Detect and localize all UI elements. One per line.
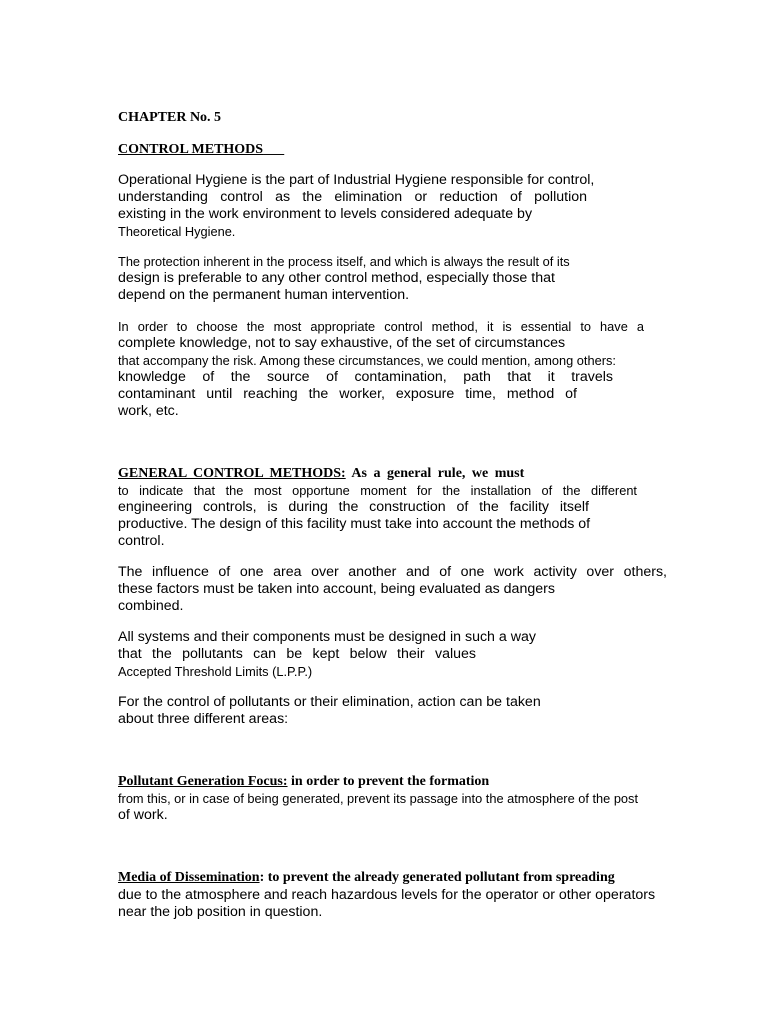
paragraph-line: productive. The design of this facility must take into account the methods of (118, 516, 591, 532)
paragraph-line: near the job position in question. (118, 904, 323, 920)
paragraph-line: about three different areas: (118, 711, 289, 727)
paragraph-line: to indicate that the most opportune moment for the installation of the different (118, 483, 637, 498)
dissemination-heading-text: Media of Dissemination (118, 870, 260, 885)
generation-focus-heading-rest: in order to prevent the formation (287, 774, 490, 789)
paragraph-line: Accepted Threshold Limits (L.P.P.) (118, 664, 313, 679)
section-title-trail: ___ (263, 142, 285, 157)
dissemination-heading-rest: : to prevent the already generated pollutant from spreading (259, 870, 615, 885)
paragraph-line: All systems and their components must be designed in such a way (118, 629, 536, 645)
general-methods-heading (118, 465, 567, 482)
generation-focus-heading (118, 773, 489, 790)
generation-focus-heading-text: Pollutant Generation Focus: (118, 774, 288, 789)
paragraph-line: The influence of one area over another and of one work activity over others, (118, 564, 667, 580)
paragraph-line: knowledge of the source of contamination, path that it travels (118, 369, 613, 385)
paragraph-line: work, etc. (118, 403, 179, 419)
paragraph-line: The protection inherent in the process itself, and which is always the result of its (118, 254, 570, 269)
section-title-text: CONTROL METHODS (118, 142, 264, 157)
paragraph-line: In order to choose the most appropriate control method, it is essential to have a (118, 319, 644, 334)
paragraph-line: understanding control as the elimination or reduction of pollution (118, 189, 587, 205)
paragraph-line: from this, or in case of being generated, prevent its passage into the atmosphere of the post (118, 791, 639, 806)
paragraph-line: these factors must be taken into account, being evaluated as dangers (118, 581, 555, 597)
paragraph-line: depend on the permanent human intervention. (118, 287, 410, 303)
paragraph-line: complete knowledge, not to say exhaustive, of the set of circumstances (118, 335, 566, 351)
paragraph-line: design is preferable to any other control method, especially those that (118, 270, 555, 286)
general-methods-heading-rest: As a general rule, we must (345, 466, 525, 481)
paragraph-line: Operational Hygiene is the part of Industrial Hygiene responsible for control, (118, 172, 595, 188)
paragraph-line: existing in the work environment to levels considered adequate by (118, 206, 533, 222)
paragraph-line: combined. (118, 598, 184, 614)
paragraph-line: control. (118, 533, 165, 549)
paragraph-line: that accompany the risk. Among these circumstances, we could mention, among others: (118, 353, 616, 368)
chapter-heading: CHAPTER No. 5 (118, 110, 222, 125)
paragraph-line: of work. (118, 807, 168, 823)
section-title (118, 141, 284, 158)
paragraph-line: For the control of pollutants or their elimination, action can be taken (118, 694, 541, 710)
general-methods-heading-text: GENERAL CONTROL METHODS: (118, 466, 346, 481)
paragraph-line: due to the atmosphere and reach hazardous levels for the operator or other operators (118, 887, 656, 903)
paragraph-line: that the pollutants can be kept below their values (118, 646, 476, 662)
paragraph-line: engineering controls, is during the construction of the facility itself (118, 499, 589, 515)
paragraph-line: contaminant until reaching the worker, exposure time, method of (118, 386, 577, 402)
dissemination-heading (118, 869, 615, 886)
paragraph-line: Theoretical Hygiene. (118, 224, 236, 239)
